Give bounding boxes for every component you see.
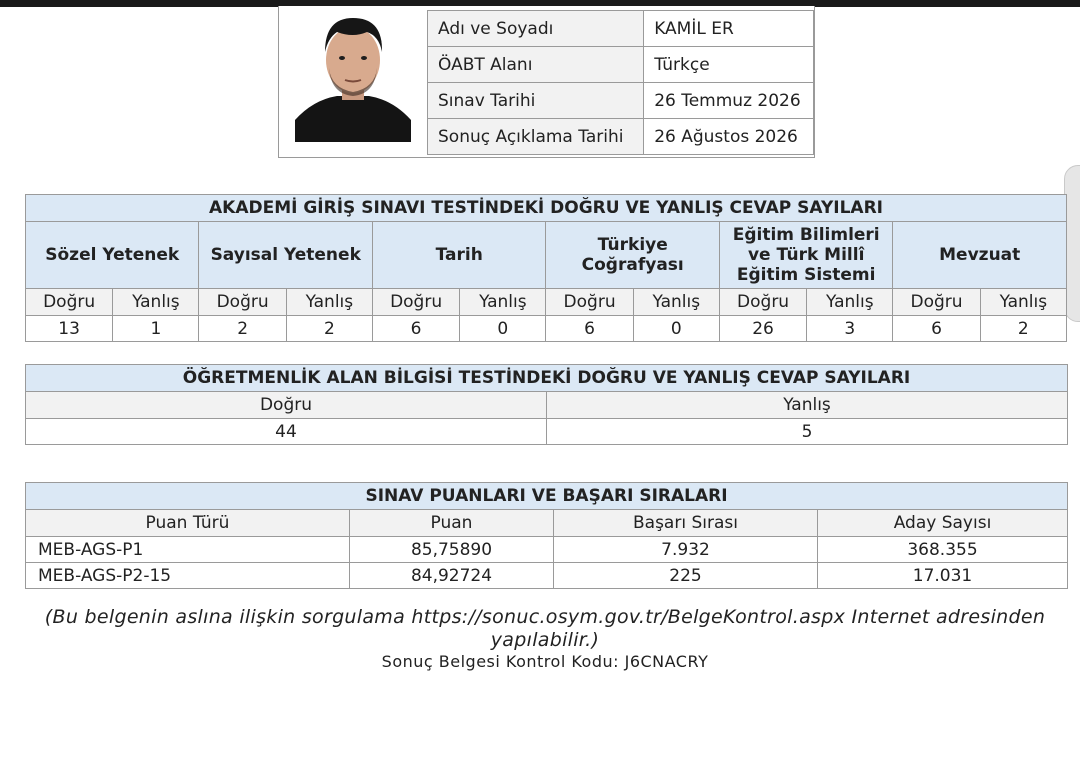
akademi-results-table (25, 194, 1067, 342)
correct-count: 44 (26, 419, 547, 445)
category-header (26, 222, 199, 289)
wrong-count: 2 (980, 316, 1066, 342)
correct-count: 6 (893, 316, 980, 342)
correct-header: Doğru (26, 392, 547, 419)
correct-count: 26 (719, 316, 806, 342)
correct-header: Doğru (546, 289, 633, 316)
column-header: Puan (350, 510, 554, 537)
table-title: AKADEMİ GİRİŞ SINAVI TESTİNDEKİ DOĞRU VE YANLIŞ CEVAP SAYILARI (26, 195, 1067, 222)
column-header: Aday Sayısı (818, 510, 1068, 537)
category-header (199, 222, 372, 289)
alan-results-table (25, 364, 1068, 445)
info-label: Sınav Tarihi (428, 83, 644, 119)
info-label: ÖABT Alanı (428, 47, 644, 83)
correct-header: Doğru (26, 289, 113, 316)
category-name: Eğitim Sistemi (736, 265, 876, 285)
wrong-count: 3 (807, 316, 893, 342)
candidate-photo (295, 8, 411, 142)
wrong-count: 0 (460, 316, 546, 342)
control-code: Sonuç Belgesi Kontrol Kodu: J6CNACRY (381, 652, 709, 671)
info-row-exam-date (428, 83, 814, 119)
wrong-count: 5 (547, 419, 1068, 445)
category-name: Sözel Yetenek (45, 245, 180, 265)
info-value: Türkçe (644, 47, 814, 83)
category-header (719, 222, 892, 289)
category-name: Tarih (435, 245, 483, 265)
info-value: 26 Temmuz 2026 (644, 83, 814, 119)
correct-count: 6 (546, 316, 633, 342)
wrong-count: 1 (113, 316, 199, 342)
verification-note: (Bu belgenin aslına ilişkin sorgulama https://sonuc.osym.gov.tr/BelgeKontrol.aspx Internet adresinden yapılabilir.) (44, 606, 1046, 651)
candidate-count: 368.355 (818, 537, 1068, 563)
column-header: Başarı Sırası (554, 510, 818, 537)
wrong-header: Yanlış (113, 289, 199, 316)
correct-header: Doğru (199, 289, 286, 316)
info-row-name (428, 11, 814, 47)
correct-header: Doğru (719, 289, 806, 316)
wrong-header: Yanlış (286, 289, 372, 316)
info-row-result-date (428, 119, 814, 155)
wrong-header: Yanlış (633, 289, 719, 316)
table-row (26, 563, 1068, 589)
category-name: Eğitim Bilimleri (732, 225, 880, 245)
wrong-count: 2 (286, 316, 372, 342)
table-title: SINAV PUANLARI VE BAŞARI SIRALARI (26, 483, 1068, 510)
correct-header: Doğru (372, 289, 459, 316)
correct-count: 13 (26, 316, 113, 342)
table-row (26, 537, 1068, 563)
category-name: Mevzuat (939, 245, 1021, 265)
category-header (546, 222, 719, 289)
column-header: Puan Türü (26, 510, 350, 537)
category-name: Coğrafyası (581, 255, 684, 275)
category-header (372, 222, 545, 289)
category-name: Sayısal Yetenek (210, 245, 361, 265)
table-title: ÖĞRETMENLİK ALAN BİLGİSİ TESTİNDEKİ DOĞRU VE YANLIŞ CEVAP SAYILARI (26, 365, 1068, 392)
score-value: 84,92724 (350, 563, 554, 589)
wrong-header: Yanlış (547, 392, 1068, 419)
wrong-count: 0 (633, 316, 719, 342)
rank-value: 7.932 (554, 537, 818, 563)
info-value: 26 Ağustos 2026 (644, 119, 814, 155)
wrong-header: Yanlış (807, 289, 893, 316)
wrong-header: Yanlış (460, 289, 546, 316)
candidate-info-table (427, 10, 814, 155)
category-header (893, 222, 1067, 289)
correct-header: Doğru (893, 289, 980, 316)
score-type: MEB-AGS-P2-15 (26, 563, 350, 589)
category-name: Türkiye (597, 235, 668, 255)
rank-value: 225 (554, 563, 818, 589)
correct-count: 6 (372, 316, 459, 342)
score-value: 85,75890 (350, 537, 554, 563)
info-label: Adı ve Soyadı (428, 11, 644, 47)
wrong-header: Yanlış (980, 289, 1066, 316)
candidate-count: 17.031 (818, 563, 1068, 589)
candidate-header (278, 6, 815, 158)
score-type: MEB-AGS-P1 (26, 537, 350, 563)
correct-count: 2 (199, 316, 286, 342)
info-value: KAMİL ER (644, 11, 814, 47)
info-label: Sonuç Açıklama Tarihi (428, 119, 644, 155)
info-row-field (428, 47, 814, 83)
category-name: ve Türk Millî (747, 245, 865, 265)
scores-table (25, 482, 1068, 589)
